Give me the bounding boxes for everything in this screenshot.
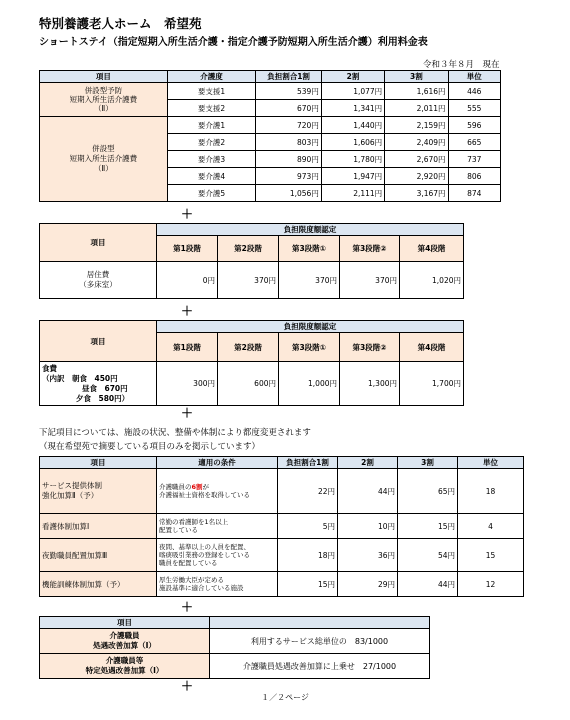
rate-1: 973円 — [256, 168, 322, 185]
plus-sign: ＋ — [181, 207, 194, 221]
header-rate-3: 3割 — [398, 457, 458, 469]
header-stage-3b: 第3段階② — [340, 333, 400, 362]
rate-1: 670円 — [256, 100, 322, 117]
header-item: 項目 — [40, 457, 157, 469]
addition-name: 機能訓練体制加算（予） — [40, 572, 157, 597]
rate-2: 1,440円 — [321, 117, 384, 134]
rate-1: 890円 — [256, 151, 322, 168]
note-line-1: 下記項目については、施設の状況、整備や体制により都度変更されます — [39, 428, 311, 438]
addition-name: 看護体制加算Ⅰ — [40, 514, 157, 539]
care-level: 要介護4 — [167, 168, 255, 185]
stage-value: 300円 — [157, 362, 218, 406]
rate-3: 65円 — [398, 469, 458, 514]
header-item: 項目 — [40, 617, 210, 629]
improvement-name: 介護職員 処遇改善加算（Ⅰ） — [40, 629, 210, 654]
care-fee-table — [39, 70, 501, 202]
rate-3: 2,670円 — [385, 151, 448, 168]
rate-2: 1,780円 — [321, 151, 384, 168]
stage-value: 370円 — [218, 262, 279, 299]
stage-value: 370円 — [340, 262, 400, 299]
header-stage-1: 第1段階 — [157, 333, 218, 362]
header-limit-group: 負担限度額認定 — [157, 224, 464, 236]
plus-sign: ＋ — [181, 406, 194, 420]
unit: 806 — [448, 168, 500, 185]
header-stage-4: 第4段階 — [400, 333, 464, 362]
header-rate-2: 2割 — [321, 71, 384, 83]
addition-name: 夜勤職員配置加算Ⅲ — [40, 539, 157, 572]
rate-1: 539円 — [256, 83, 322, 100]
header-rate-1: 負担割合1割 — [278, 457, 338, 469]
page-subtitle: ショートステイ（指定短期入所生活介護・指定介護予防短期入所生活介護）利用料金表 — [39, 37, 428, 48]
rate-2: 36円 — [338, 539, 398, 572]
rate-2: 29円 — [338, 572, 398, 597]
header-item: 項目 — [40, 321, 157, 362]
addition-condition: 常勤の看護師を1名以上 配置している — [157, 514, 278, 539]
page-title: 特別養護老人ホーム 希望苑 — [39, 16, 202, 31]
group-label-preventive: 併設型予防 短期入所生活介護費 （Ⅱ） — [40, 83, 168, 117]
rate-2: 1,606円 — [321, 134, 384, 151]
date-label: 令和３年８月 現在 — [423, 60, 500, 70]
rate-2: 2,111円 — [321, 185, 384, 202]
plus-sign: ＋ — [181, 600, 194, 614]
rate-3: 54円 — [398, 539, 458, 572]
rate-3: 2,011円 — [385, 100, 448, 117]
improvement-name: 介護職員等 特定処遇改善加算（Ⅰ） — [40, 654, 210, 679]
unit: 15 — [458, 539, 524, 572]
stage-value: 1,700円 — [400, 362, 464, 406]
rate-3: 3,167円 — [385, 185, 448, 202]
improvement-desc: 利用するサービス総単位の 83/1000 — [210, 629, 430, 654]
header-stage-1: 第1段階 — [157, 236, 218, 262]
rate-1: 15円 — [278, 572, 338, 597]
meal-label: 食費 （内訳 朝食 450円 昼食 670円 夕食 580円） — [40, 362, 157, 406]
rate-1: 18円 — [278, 539, 338, 572]
rate-2: 1,077円 — [321, 83, 384, 100]
unit: 737 — [448, 151, 500, 168]
unit: 18 — [458, 469, 524, 514]
header-condition: 適用の条件 — [157, 457, 278, 469]
rate-2: 44円 — [338, 469, 398, 514]
care-level: 要支援1 — [167, 83, 255, 100]
stage-value: 0円 — [157, 262, 218, 299]
header-stage-3b: 第3段階② — [340, 236, 400, 262]
rate-3: 1,616円 — [385, 83, 448, 100]
care-level: 要介護5 — [167, 185, 255, 202]
rate-1: 5円 — [278, 514, 338, 539]
header-item: 項目 — [40, 224, 157, 262]
header-rate-2: 2割 — [338, 457, 398, 469]
care-level: 要介護2 — [167, 134, 255, 151]
rate-3: 2,920円 — [385, 168, 448, 185]
addition-condition: 介護職員の6割が 介護福祉士資格を取得している — [157, 469, 278, 514]
header-rate-1: 負担割合1割 — [256, 71, 322, 83]
stage-value: 1,300円 — [340, 362, 400, 406]
stage-value: 600円 — [218, 362, 279, 406]
rate-2: 1,341円 — [321, 100, 384, 117]
page-number: １／２ページ — [261, 693, 309, 702]
stage-value: 1,000円 — [279, 362, 340, 406]
header-stage-3a: 第3段階① — [279, 333, 340, 362]
rate-1: 22円 — [278, 469, 338, 514]
housing-fee-table — [39, 223, 464, 299]
rate-3: 44円 — [398, 572, 458, 597]
rate-3: 2,159円 — [385, 117, 448, 134]
additional-fee-table — [39, 456, 524, 597]
note-line-2: （現在希望苑で摘要している項目のみを掲示しています） — [39, 442, 261, 452]
housing-label: 居住費 （多床室） — [40, 262, 157, 299]
addition-name: サービス提供体制 強化加算Ⅱ（予） — [40, 469, 157, 514]
header-item: 項目 — [40, 71, 168, 83]
unit: 4 — [458, 514, 524, 539]
unit: 12 — [458, 572, 524, 597]
rate-3: 2,409円 — [385, 134, 448, 151]
unit: 596 — [448, 117, 500, 134]
improvement-fee-table — [39, 616, 430, 679]
header-unit: 単位 — [448, 71, 500, 83]
care-level: 要支援2 — [167, 100, 255, 117]
rate-2: 1,947円 — [321, 168, 384, 185]
header-stage-3a: 第3段階① — [279, 236, 340, 262]
header-blank — [210, 617, 430, 629]
plus-sign: ＋ — [181, 304, 194, 318]
header-limit-group: 負担限度額認定 — [157, 321, 464, 333]
header-stage-2: 第2段階 — [218, 236, 279, 262]
header-care-level: 介護度 — [167, 71, 255, 83]
meal-fee-table — [39, 320, 464, 406]
unit: 446 — [448, 83, 500, 100]
unit: 665 — [448, 134, 500, 151]
stage-value: 1,020円 — [400, 262, 464, 299]
rate-1: 720円 — [256, 117, 322, 134]
group-label-standard: 併設型 短期入所生活介護費 （Ⅱ） — [40, 117, 168, 202]
addition-condition: 厚生労働大臣が定める 施設基準に適合している施設 — [157, 572, 278, 597]
care-level: 要介護3 — [167, 151, 255, 168]
improvement-desc: 介護職員処遇改善加算に上乗せ 27/1000 — [210, 654, 430, 679]
header-stage-2: 第2段階 — [218, 333, 279, 362]
header-stage-4: 第4段階 — [400, 236, 464, 262]
rate-1: 803円 — [256, 134, 322, 151]
stage-value: 370円 — [279, 262, 340, 299]
care-level: 要介護1 — [167, 117, 255, 134]
header-unit: 単位 — [458, 457, 524, 469]
unit: 555 — [448, 100, 500, 117]
rate-2: 10円 — [338, 514, 398, 539]
header-rate-3: 3割 — [385, 71, 448, 83]
unit: 874 — [448, 185, 500, 202]
rate-3: 15円 — [398, 514, 458, 539]
rate-1: 1,056円 — [256, 185, 322, 202]
addition-condition: 夜間、基準以上の人員を配置、 喀痰吸引業務の登録をしている 職員を配置している — [157, 539, 278, 572]
plus-sign: ＋ — [181, 679, 194, 693]
